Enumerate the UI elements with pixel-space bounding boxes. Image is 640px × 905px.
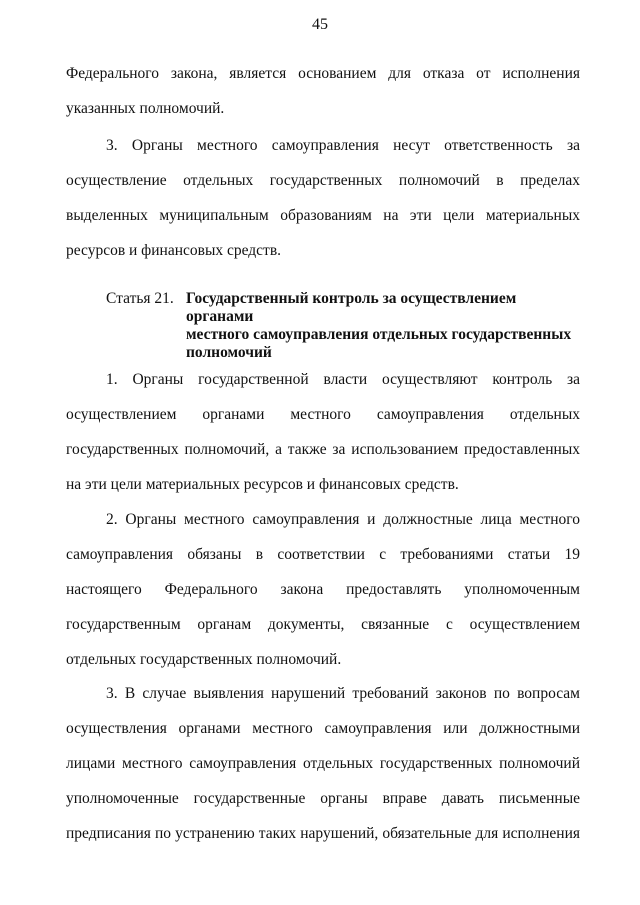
article-title-line: полномочий — [186, 344, 272, 361]
text-line: указанных полномочий. — [66, 100, 225, 117]
text-line: осуществления органами местного самоуправления или должностными — [66, 720, 580, 737]
article-heading — [106, 290, 586, 362]
text-line: на эти цели материальных ресурсов и финансовых средств. — [66, 476, 459, 493]
page-number: 45 — [312, 16, 328, 33]
text-line: ресурсов и финансовых средств. — [66, 242, 282, 259]
paragraph-continuation — [66, 56, 580, 126]
text-line: Федерального закона, является основанием для отказа от исполнения — [66, 65, 580, 82]
text-line: осуществлением органами местного самоуправления отдельных — [66, 406, 580, 423]
article-title-line: местного самоуправления отдельных государственных — [186, 326, 572, 343]
text-line: выделенных муниципальным образованиям на эти цели материальных — [66, 207, 580, 224]
article-title — [186, 290, 586, 362]
paragraph-article21-part3 — [66, 676, 580, 851]
paragraph-article20-part3 — [66, 128, 580, 268]
text-line: государственным органам документы, связанные с осуществлением — [66, 616, 580, 633]
text-line: 3. В случае выявления нарушений требований законов по вопросам — [106, 685, 580, 702]
text-line: 2. Органы местного самоуправления и должностные лица местного — [106, 511, 580, 528]
paragraph-article21-part1 — [66, 362, 580, 502]
text-line: лицами местного самоуправления отдельных государственных полномочий — [66, 755, 580, 772]
text-line: настоящего Федерального закона предоставлять уполномоченным — [66, 581, 580, 598]
text-line: уполномоченные государственные органы вправе давать письменные — [66, 790, 580, 807]
text-line: отдельных государственных полномочий. — [66, 651, 342, 668]
text-line: 1. Органы государственной власти осуществляют контроль за — [106, 371, 580, 388]
text-line: самоуправления обязаны в соответствии с требованиями статьи 19 — [66, 546, 580, 563]
article-number: Статья 21. — [106, 290, 174, 307]
article-title-line: Государственный контроль за осуществлением органами — [186, 290, 517, 325]
text-line: осуществление отдельных государственных полномочий в пределах — [66, 172, 580, 189]
text-line: предписания по устранению таких нарушений, обязательные для исполнения — [66, 825, 580, 842]
paragraph-article21-part2 — [66, 502, 580, 677]
text-line: государственных полномочий, а также за использованием предоставленных — [66, 441, 580, 458]
text-line: 3. Органы местного самоуправления несут ответственность за — [106, 137, 580, 154]
